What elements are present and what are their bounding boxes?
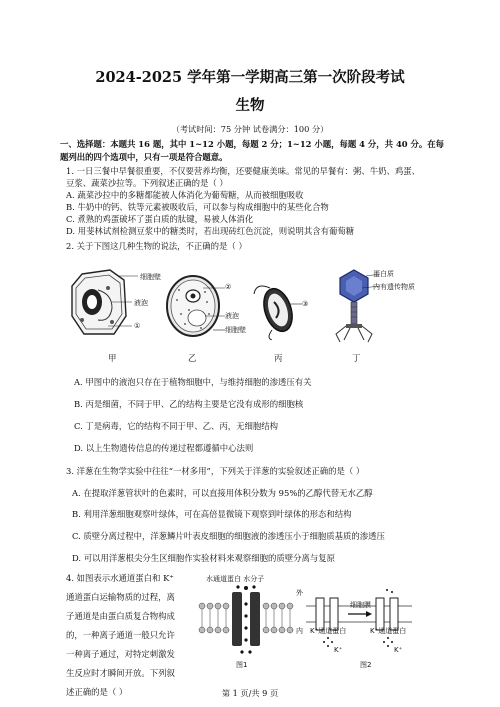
q4-figure1-water-channel (196, 584, 296, 656)
q2-jia-label-wall: 细胞壁 (140, 273, 161, 281)
q1-option-b: B. 牛奶中的钙、铁等元素被吸收后，可以参与构成细胞中的某些化合物 (66, 202, 329, 212)
q2-yi-label-wall: 细胞壁 (225, 326, 246, 334)
q1-option-c: C. 煮熟的鸡蛋破坏了蛋白质的肽键，易被人体消化 (66, 214, 254, 224)
q2-caption-bing: 丙 (274, 353, 283, 363)
q3-option-a: A. 在提取洋葱管状叶的色素时，可以直接用体积分数为 95%的乙醇代替无水乙醇 (72, 488, 373, 498)
q4-fig1-top-label: 水通道蛋白 水分子 (206, 575, 265, 583)
q3-option-c: C. 质壁分离过程中，洋葱鳞片叶表皮细胞的细胞液的渗透压小于细胞质基质的渗透压 (72, 531, 385, 541)
q2-caption-ding: 丁 (352, 353, 361, 363)
q4-fig2-outer: 外 (296, 589, 303, 597)
q2-figure-ding-bacteriophage (330, 268, 390, 344)
section-instructions-line2: 题列出的四个选项中，只有一项是符合题意。 (60, 152, 228, 162)
q2-bing-label-3: ③ (302, 300, 309, 308)
q4-fig2-caption: 图2 (360, 661, 372, 669)
q4-fig2-ion-left: K⁺ (334, 646, 343, 654)
q2-jia-label-vacuole: 液泡 (134, 299, 148, 307)
q2-figure-bing-bacterium (252, 280, 314, 340)
q3-stem: 3. 洋葱在生物学实验中往往“一材多用”，下列关于洋葱的实验叙述正确的是（ ） (66, 466, 365, 476)
q4-fig2-inner: 内 (296, 627, 303, 635)
q3-option-d: D. 可以用洋葱根尖分生区细胞作实验材料来观察细胞的质壁分离与复原 (72, 553, 335, 563)
q4-line3: 子通道是由蛋白质复合物构成 (66, 611, 175, 621)
q4-line7: 述正确的是（ ） (66, 687, 128, 697)
q2-option-d: D. 以上生物遗传信息的传递过程都遵循中心法则 (74, 443, 254, 453)
q1-stem-line1: 1. 一日三餐中早餐很重要，不仅要营养均衡，还要健康美味。常见的早餐有：粥、牛奶、鸡蛋、 (66, 166, 421, 176)
section-instructions-line1: 一、选择题：本题共 16 题，其中 1~12 小题，每题 2 分；1~12 小题，每题 4 分，共 40 分。在每 (60, 139, 445, 149)
q1-option-a: A. 蔬菜沙拉中的多糖都能被人体消化为葡萄糖，从而被细胞吸收 (66, 190, 304, 200)
q2-caption-yi: 乙 (188, 353, 197, 363)
q4-line1: 4. 如图表示水通道蛋白和 K⁺ (66, 573, 174, 583)
q2-ding-label-genetic: 内有遗传物质 (373, 283, 415, 291)
q2-option-a: A. 甲图中的液泡只存在于植物细胞中，与维持细胞的渗透压有关 (74, 377, 312, 387)
q2-option-c: C. 丁是病毒，它的结构不同于甲、乙、丙，无细胞结构 (74, 421, 279, 431)
q3-option-b: B. 利用洋葱细胞观察叶绿体，可在高倍显微镜下观察到叶绿体的形态和结构 (72, 509, 352, 519)
q4-fig2-channel-left: K⁺通道蛋白 (310, 627, 347, 635)
q4-fig2-channel-right: K⁺通道蛋白 (370, 627, 407, 635)
q2-figure-yi-yeast-cell (163, 270, 233, 342)
q2-jia-label-1: ① (134, 322, 141, 330)
page-footer: 第 1 页/共 9 页 (221, 688, 279, 698)
q4-line2: 通道蛋白运输物质的过程，离 (66, 592, 175, 602)
q2-yi-label-vacuole: 液泡 (225, 312, 239, 320)
exam-meta: （考试时间：75 分钟 试卷满分：100 分） (171, 124, 329, 134)
q4-fig2-ion-right: K⁺ (394, 646, 403, 654)
q4-fig2-membrane: 细胞膜 (350, 601, 371, 609)
q4-line5: 一种离子通过，对特定刺激发 (66, 649, 175, 659)
q1-option-d: D. 用斐林试剂检测豆浆中的糖类时，若出现砖红色沉淀，则说明其含有葡萄糖 (66, 226, 355, 236)
q2-yi-label-2: ② (225, 283, 232, 291)
q1-stem-line2: 豆浆、蔬菜沙拉等。下列叙述正确的是（ ） (66, 178, 228, 188)
subject-title: 生物 (235, 97, 265, 114)
q2-ding-label-protein: 蛋白质 (373, 270, 394, 278)
q4-line6: 生反应时才瞬间开放。下列叙 (66, 668, 175, 678)
q4-fig1-caption: 图1 (236, 661, 248, 669)
q2-caption-jia: 甲 (108, 353, 117, 363)
exam-title: 2024-2025 学年第一学期高三第一次阶段考试 (95, 69, 405, 86)
q2-stem: 2. 关于下图这几种生物的说法，不正确的是（ ） (66, 241, 247, 251)
q2-option-b: B. 丙是细菌，不同于甲、乙的结构主要是它没有成形的细胞核 (74, 399, 304, 409)
q4-line4: 的，一种离子通道一般只允许 (66, 630, 175, 640)
